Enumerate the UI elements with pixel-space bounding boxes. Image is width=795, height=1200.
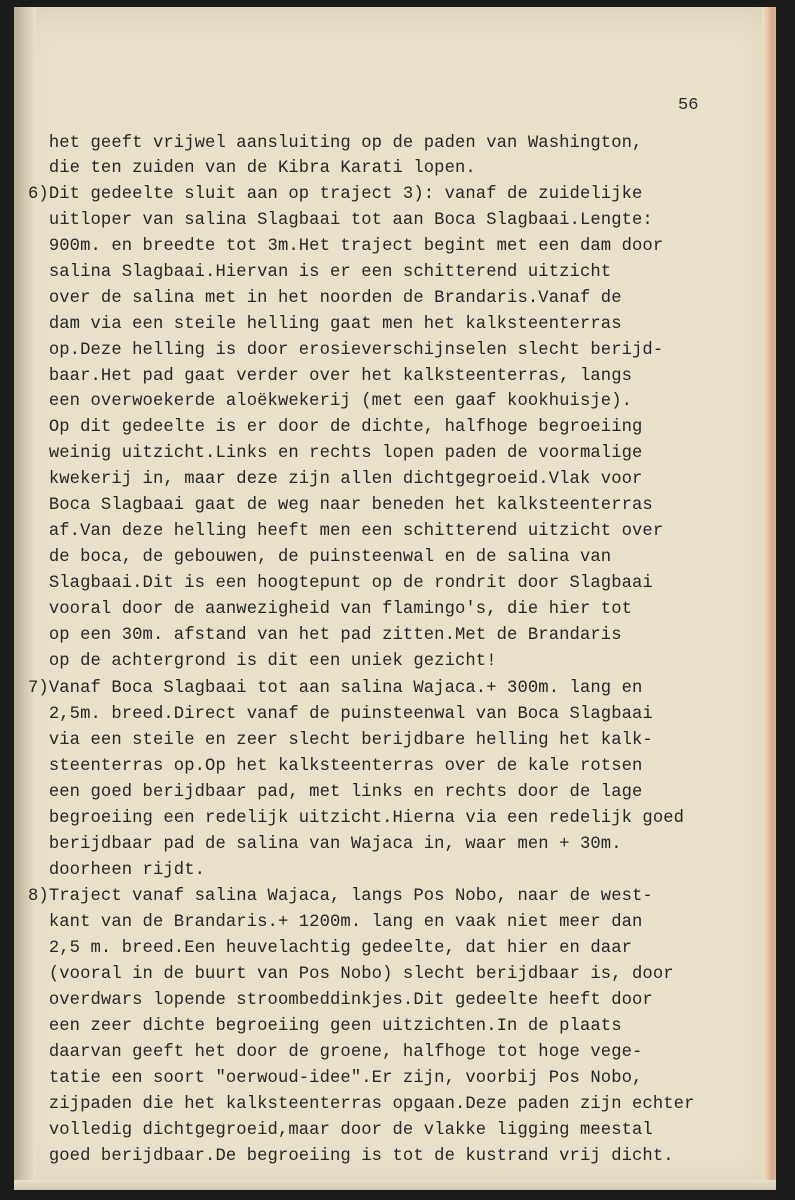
text-line: een goed berijdbaar pad, met links en rechts door de lage <box>28 783 643 802</box>
text-line: over de salina met in het noorden de Brandaris.Vanaf de <box>28 289 622 308</box>
text-line: steenterras op.Op het kalksteenterras over de kale rotsen <box>28 757 643 776</box>
text-line: (vooral in de buurt van Pos Nobo) slecht berijdbaar is, door <box>28 965 674 984</box>
text-line: 7)Vanaf Boca Slagbaai tot aan salina Wajaca.+ 300m. lang en <box>28 679 643 698</box>
document-page <box>14 7 776 1190</box>
text-line: kant van de Brandaris.+ 1200m. lang en vaak niet meer dan <box>28 913 643 932</box>
text-line: Boca Slagbaai gaat de weg naar beneden het kalksteenterras <box>28 496 653 515</box>
text-line: op een 30m. afstand van het pad zitten.Met de Brandaris <box>28 626 622 645</box>
text-line: begroeiing een redelijk uitzicht.Hierna via een redelijk goed <box>28 809 685 828</box>
text-line: die ten zuiden van de Kibra Karati lopen. <box>28 159 476 178</box>
text-line: het geeft vrijwel aansluiting op de paden van Washington, <box>28 134 643 153</box>
text-line: dam via een steile helling gaat men het kalksteenterras <box>28 315 622 334</box>
page-edge <box>762 7 776 1190</box>
text-line: volledig dichtgegroeid,maar door de vlakke ligging meestal <box>28 1121 653 1140</box>
text-line: vooral door de aanwezigheid van flamingo's, die hier tot <box>28 600 633 619</box>
text-line: 6)Dit gedeelte sluit aan op traject 3): vanaf de zuidelijke <box>28 185 643 204</box>
text-line: tatie een soort "oerwoud-idee".Er zijn, voorbij Pos Nobo, <box>28 1069 643 1088</box>
text-line: 8)Traject vanaf salina Wajaca, langs Pos Nobo, naar de west- <box>28 887 653 906</box>
text-line: daarvan geeft het door de groene, halfhoge tot hoge vege- <box>28 1043 643 1062</box>
text-line: zijpaden die het kalksteenterras opgaan.Deze paden zijn echter <box>28 1095 695 1114</box>
text-line: uitloper van salina Slagbaai tot aan Boca Slagbaai.Lengte: <box>28 211 653 230</box>
text-line: overdwars lopende stroombeddinkjes.Dit gedeelte heeft door <box>28 991 653 1010</box>
text-line: kwekerij in, maar deze zijn allen dichtgegroeid.Vlak voor <box>28 470 643 489</box>
page-bottom-edge <box>14 1180 776 1190</box>
text-line: goed berijdbaar.De begroeiing is tot de kustrand vrij dicht. <box>28 1147 674 1166</box>
text-line: een overwoekerde aloëkwekerij (met een gaaf kookhuisje). <box>28 392 633 411</box>
page-number: 56 <box>678 96 699 115</box>
text-line: Op dit gedeelte is er door de dichte, halfhoge begroeiing <box>28 418 643 437</box>
text-line: 2,5 m. breed.Een heuvelachtig gedeelte, dat hier en daar <box>28 939 633 958</box>
text-line: baar.Het pad gaat verder over het kalksteenterras, langs <box>28 367 633 386</box>
text-line: 900m. en breedte tot 3m.Het traject begint met een dam door <box>28 237 664 256</box>
text-line: de boca, de gebouwen, de puinsteenwal en de salina van <box>28 548 612 567</box>
text-line: 2,5m. breed.Direct vanaf de puinsteenwal van Boca Slagbaai <box>28 705 653 724</box>
text-line: op.Deze helling is door erosieverschijnselen slecht berijd- <box>28 341 664 360</box>
text-line: af.Van deze helling heeft men een schitterend uitzicht over <box>28 522 664 541</box>
text-line: een zeer dichte begroeiing geen uitzichten.In de plaats <box>28 1017 622 1036</box>
text-line: berijdbaar pad de salina van Wajaca in, waar men + 30m. <box>28 835 622 854</box>
text-line: Slagbaai.Dit is een hoogtepunt op de rondrit door Slagbaai <box>28 574 653 593</box>
text-line: weinig uitzicht.Links en rechts lopen paden de voormalige <box>28 444 643 463</box>
text-line: doorheen rijdt. <box>28 861 206 880</box>
text-line: op de achtergrond is dit een uniek gezicht! <box>28 652 497 671</box>
text-line: salina Slagbaai.Hiervan is er een schitterend uitzicht <box>28 263 612 282</box>
text-line: via een steile en zeer slecht berijdbare helling het kalk- <box>28 731 653 750</box>
